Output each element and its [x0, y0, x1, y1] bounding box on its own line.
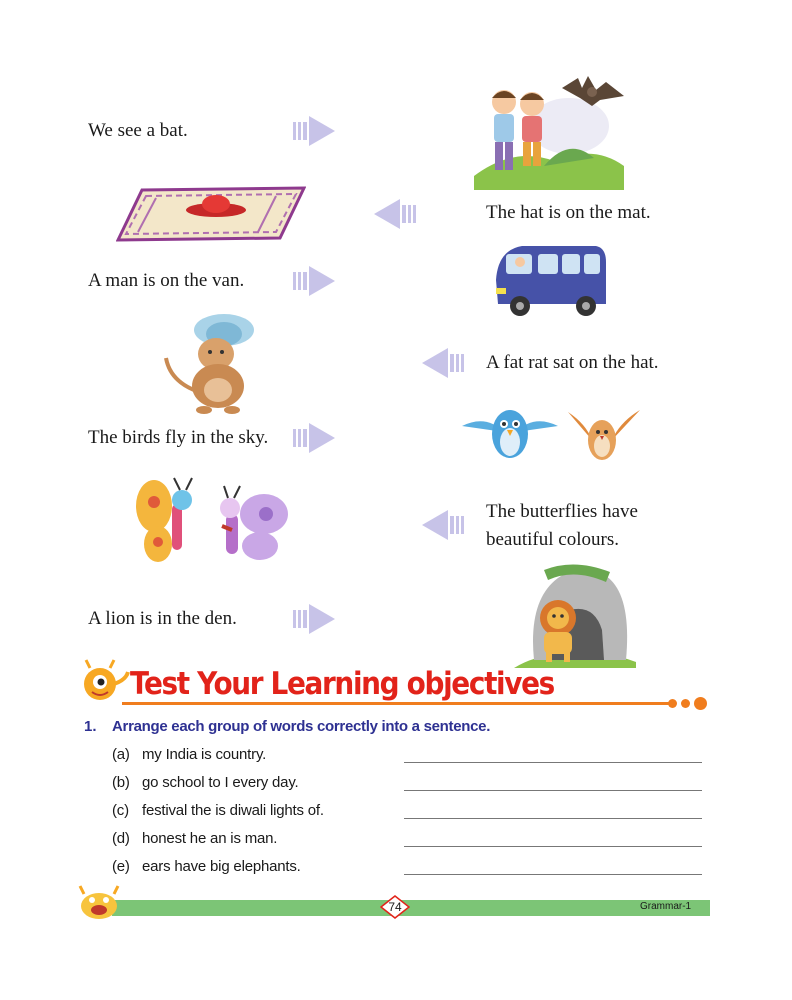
- arrow-left-icon: [420, 342, 464, 384]
- decor-dot: [694, 697, 707, 710]
- lion-in-den-illustration: [514, 560, 636, 668]
- question-item: [112, 746, 266, 763]
- answer-line[interactable]: [404, 818, 702, 819]
- item-label: (e): [112, 858, 130, 875]
- footer-bar: [112, 900, 710, 916]
- arrow-right-icon: [293, 417, 337, 459]
- arrow-right-icon: [293, 260, 337, 302]
- boys-watching-bat-illustration: [474, 66, 634, 190]
- item-text: my India is country.: [142, 746, 267, 763]
- sentence-rat: A fat rat sat on the hat.: [486, 352, 659, 373]
- arrow-left-icon: [420, 504, 464, 546]
- item-text: festival the is diwali lights of.: [142, 802, 324, 819]
- decor-dot: [681, 699, 690, 708]
- arrow-left-icon: [372, 193, 416, 235]
- answer-line[interactable]: [404, 874, 702, 875]
- sentence-lion: A lion is in the den.: [88, 608, 237, 629]
- sentence-hat: The hat is on the mat.: [486, 202, 651, 223]
- question-number: 1.: [84, 718, 97, 735]
- hat-on-mat-illustration: [116, 186, 306, 242]
- answer-line[interactable]: [404, 790, 702, 791]
- answer-line[interactable]: [404, 846, 702, 847]
- question-item: [112, 830, 277, 847]
- sentence-birds: The birds fly in the sky.: [88, 427, 269, 448]
- arrow-right-icon: [293, 110, 337, 152]
- arrow-right-icon: [293, 598, 337, 640]
- sentence-butterflies-line1: The butterflies have: [486, 501, 638, 522]
- question-item: [112, 774, 298, 791]
- rat-on-hat-illustration: [160, 310, 264, 418]
- two-birds-flying-illustration: [460, 392, 644, 480]
- book-name: Grammar-1: [640, 901, 692, 912]
- footer-mascot-icon: [78, 884, 120, 920]
- item-label: (a): [112, 746, 130, 763]
- question-item: [112, 802, 324, 819]
- item-text: honest he an is man.: [142, 830, 278, 847]
- page-number: 74: [388, 900, 402, 914]
- section-title: Test Your Learning objectives: [130, 666, 554, 702]
- item-label: (c): [112, 802, 129, 819]
- sentence-butterflies-line2: beautiful colours.: [486, 529, 619, 550]
- van-with-man-illustration: [492, 240, 612, 322]
- two-butterflies-illustration: [132, 474, 292, 578]
- answer-line[interactable]: [404, 762, 702, 763]
- item-text: ears have big elephants.: [142, 858, 301, 875]
- item-label: (b): [112, 774, 130, 791]
- sentence-bat: We see a bat.: [88, 120, 188, 141]
- question-item: [112, 858, 301, 875]
- title-underline: [122, 702, 670, 705]
- mascot-icon: [80, 658, 130, 704]
- item-text: go school to I every day.: [142, 774, 299, 791]
- sentence-van: A man is on the van.: [88, 270, 245, 291]
- question-text: Arrange each group of words correctly into a sentence.: [112, 718, 491, 735]
- decor-dot: [668, 699, 677, 708]
- item-label: (d): [112, 830, 130, 847]
